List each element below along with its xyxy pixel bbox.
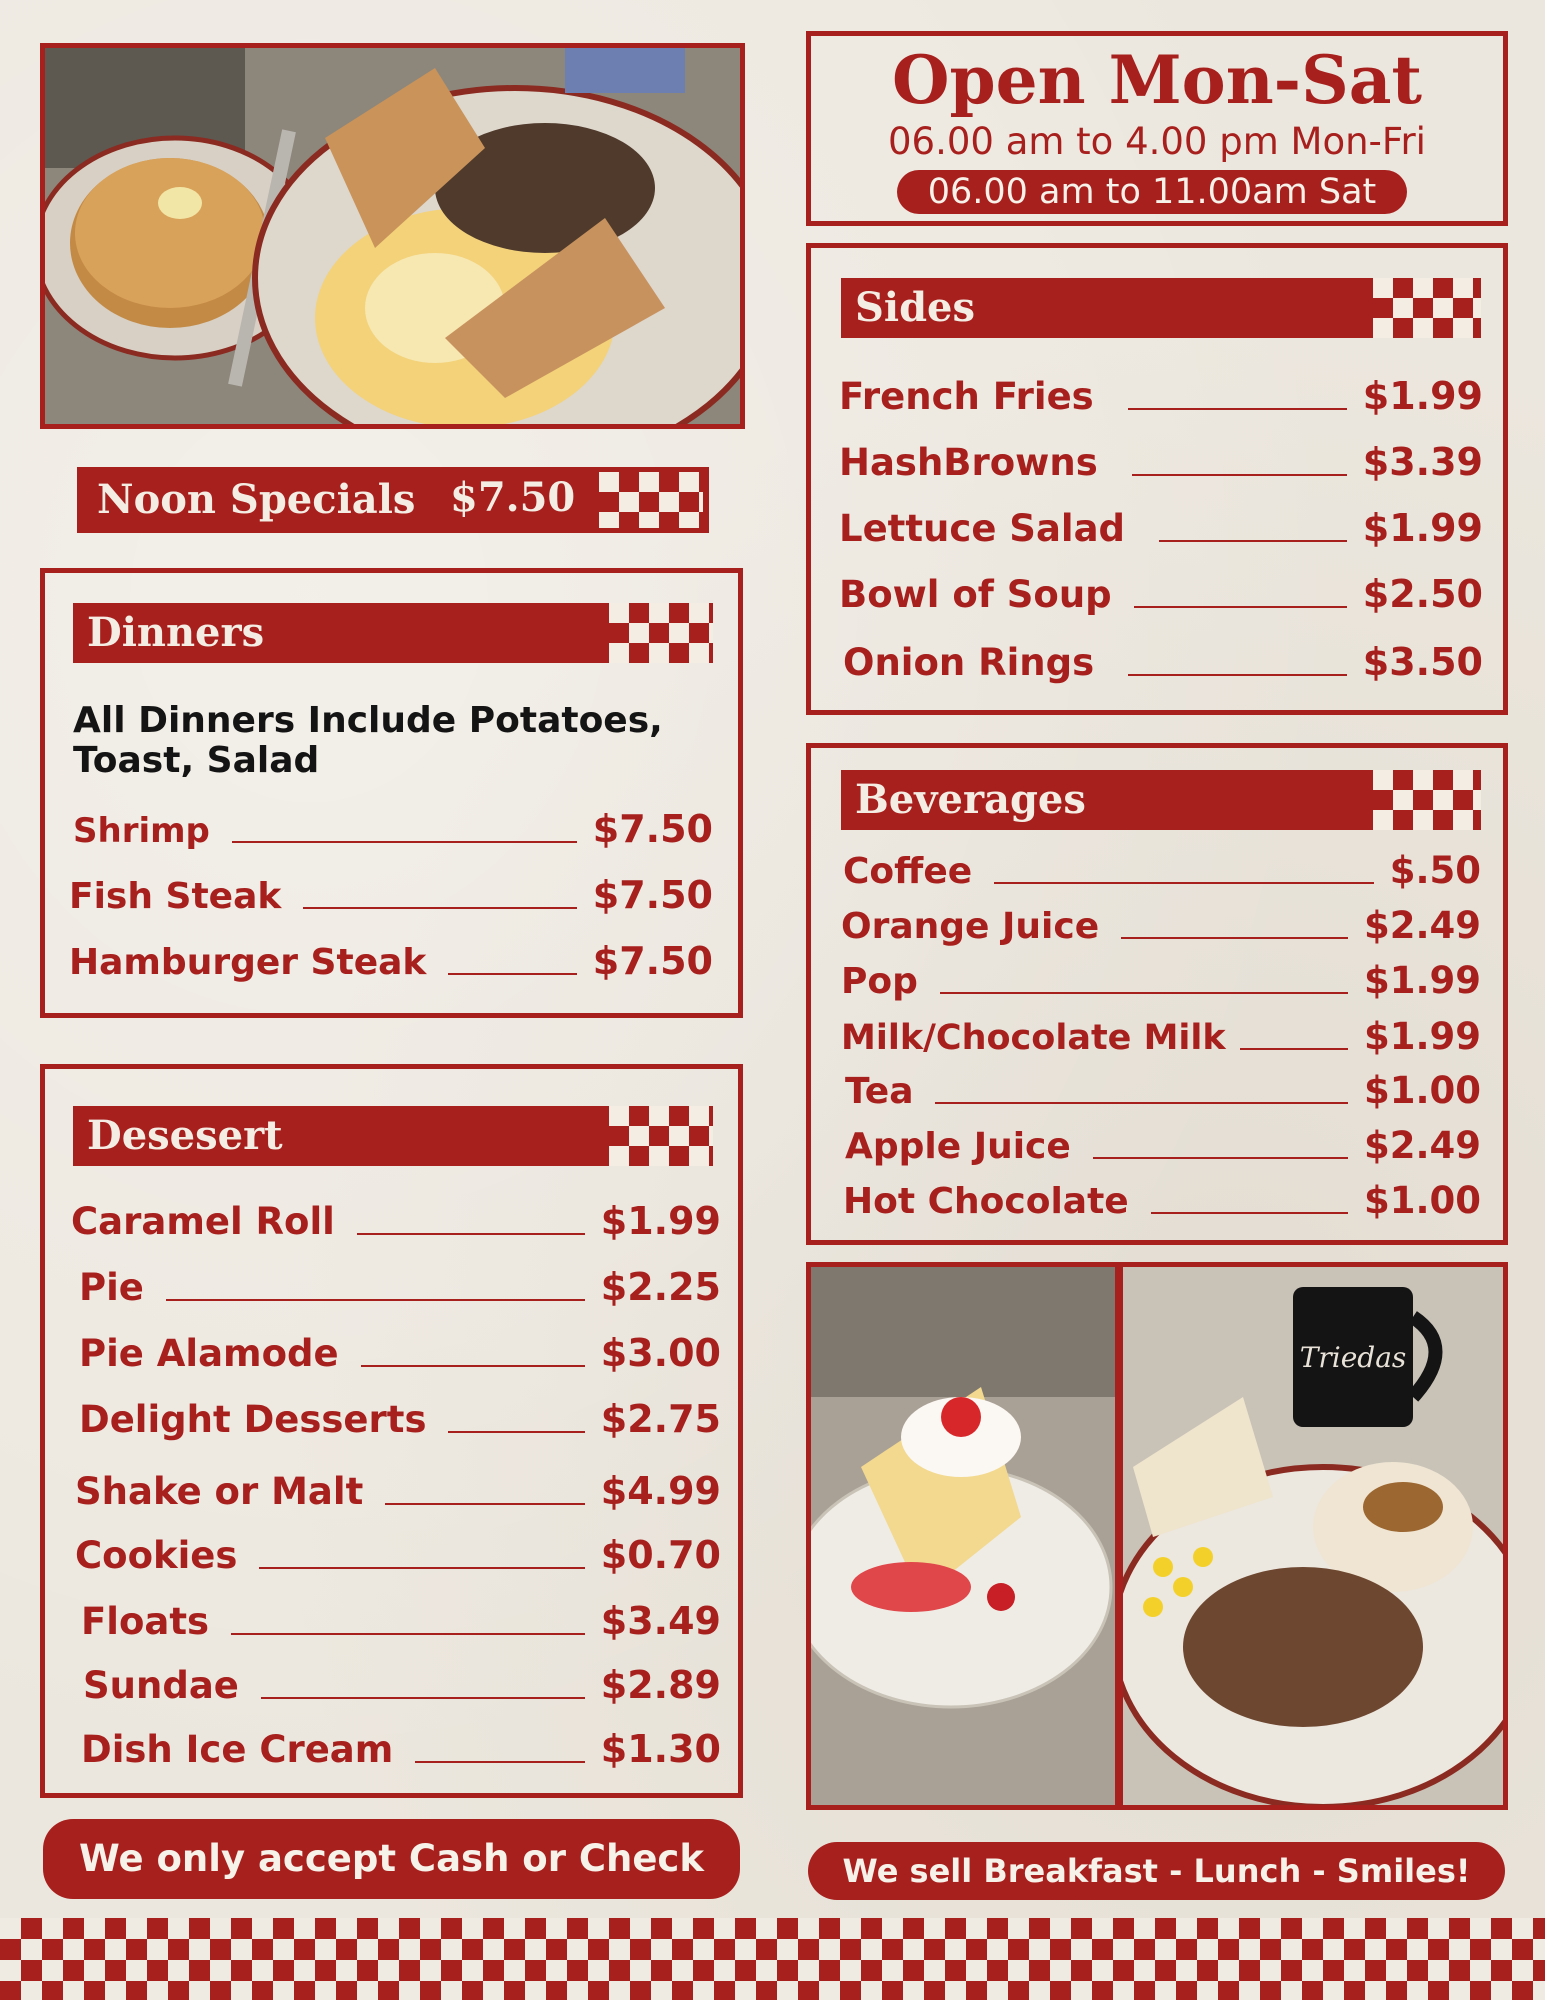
dessert-name: Floats — [81, 1600, 210, 1643]
side-name: Bowl of Soup — [839, 573, 1112, 616]
beverage-name: Orange Juice — [841, 906, 1100, 947]
dessert-price: $3.49 — [600, 1599, 721, 1643]
beverage-name: Tea — [845, 1071, 914, 1112]
dessert-price: $2.25 — [600, 1265, 721, 1309]
side-row — [843, 634, 1483, 684]
beverage-row — [843, 1174, 1481, 1222]
hours-saturday: 06.00 am to 11.00am Sat — [927, 172, 1377, 212]
breakfast-photo — [40, 43, 745, 429]
beverage-name: Coffee — [843, 851, 973, 892]
sides-header — [841, 278, 1481, 338]
noon-specials-label: Noon Specials — [97, 476, 416, 523]
dessert-name: Cookies — [75, 1534, 238, 1577]
side-row — [839, 368, 1483, 418]
dinner-row — [69, 937, 713, 983]
checkered-flag-icon — [1373, 278, 1481, 338]
dessert-row — [79, 1391, 721, 1441]
dessert-row — [79, 1259, 721, 1309]
dessert-row — [81, 1721, 721, 1771]
beverage-price: $2.49 — [1363, 1124, 1481, 1167]
slogan — [808, 1842, 1505, 1900]
side-name: HashBrowns — [839, 441, 1098, 484]
side-name: Onion Rings — [843, 641, 1095, 684]
payment-note — [43, 1819, 740, 1899]
dessert-name: Shake or Malt — [75, 1470, 364, 1513]
hours-title: Open Mon-Sat — [892, 41, 1422, 119]
beverage-name: Hot Chocolate — [843, 1181, 1129, 1222]
beverage-row — [845, 1119, 1481, 1167]
payment-note-text: We only accept Cash or Check — [79, 1837, 704, 1880]
dessert-price: $2.89 — [600, 1663, 721, 1707]
dinner-name: Shrimp — [73, 811, 210, 851]
dessert-name: Delight Desserts — [79, 1398, 427, 1441]
sides-section — [806, 243, 1508, 715]
beverage-price: $1.00 — [1363, 1179, 1481, 1222]
dessert-section — [40, 1064, 743, 1798]
checkered-flag-icon — [609, 603, 713, 663]
dessert-price: $3.00 — [600, 1331, 721, 1375]
dessert-row — [75, 1463, 721, 1513]
dinner-price: $7.50 — [592, 807, 713, 851]
dessert-row — [75, 1527, 721, 1577]
dessert-price: $1.99 — [600, 1199, 721, 1243]
beverage-name: Apple Juice — [845, 1126, 1071, 1167]
dinner-price: $7.50 — [592, 873, 713, 917]
side-price: $3.39 — [1362, 440, 1483, 484]
beverage-price: $.50 — [1389, 849, 1481, 892]
dessert-title: Desesert — [87, 1112, 283, 1159]
side-price: $2.50 — [1362, 572, 1483, 616]
dinners-title: Dinners — [87, 609, 265, 656]
beverages-title: Beverages — [855, 776, 1086, 823]
dessert-header — [73, 1106, 713, 1166]
hours-section — [806, 31, 1508, 226]
dessert-price: $4.99 — [600, 1469, 721, 1513]
hours-saturday-pill — [897, 170, 1407, 214]
side-price: $3.50 — [1362, 640, 1483, 684]
slogan-text: We sell Breakfast - Lunch - Smiles! — [842, 1852, 1471, 1890]
beverage-row — [845, 1064, 1481, 1112]
side-price: $1.99 — [1362, 506, 1483, 550]
dinner-name: Hamburger Steak — [69, 942, 427, 983]
side-row — [839, 566, 1483, 616]
sides-title: Sides — [855, 284, 976, 331]
checkered-flag-icon — [609, 1106, 713, 1166]
dessert-price: $2.75 — [600, 1397, 721, 1441]
dessert-name: Caramel Roll — [71, 1200, 335, 1243]
noon-specials-price: $7.50 — [450, 474, 576, 521]
checkered-flag-icon — [1373, 770, 1481, 830]
dessert-row — [79, 1325, 721, 1375]
dinners-note: All Dinners Include Potatoes, Toast, Salad — [73, 700, 663, 781]
dessert-name: Dish Ice Cream — [81, 1728, 394, 1771]
checkered-flag-icon — [599, 472, 703, 528]
beverage-row — [841, 1010, 1481, 1058]
side-price: $1.99 — [1362, 374, 1483, 418]
beverage-price: $1.99 — [1363, 959, 1481, 1002]
dinners-header — [73, 603, 713, 663]
beverage-name: Milk/Chocolate Milk — [841, 1018, 1226, 1058]
beverage-row — [843, 844, 1481, 892]
dinner-row — [73, 805, 713, 851]
dessert-photo — [806, 1262, 1120, 1810]
beverage-name: Pop — [841, 961, 918, 1002]
dessert-row — [81, 1593, 721, 1643]
dessert-row — [71, 1193, 721, 1243]
beverage-price: $1.00 — [1363, 1069, 1481, 1112]
side-name: Lettuce Salad — [839, 507, 1126, 550]
checkered-border — [0, 1918, 1545, 2000]
side-row — [839, 434, 1483, 484]
mug-logo: Triedas — [1299, 1341, 1407, 1374]
dessert-price: $1.30 — [600, 1727, 721, 1771]
dessert-price: $0.70 — [600, 1533, 721, 1577]
beverages-header — [841, 770, 1481, 830]
beverage-price: $1.99 — [1363, 1015, 1481, 1058]
side-row — [839, 500, 1483, 550]
beverage-row — [841, 954, 1481, 1002]
dessert-name: Pie Alamode — [79, 1332, 339, 1375]
beverage-price: $2.49 — [1363, 904, 1481, 947]
dessert-name: Sundae — [83, 1664, 239, 1707]
dinner-name: Fish Steak — [69, 876, 282, 917]
dessert-row — [83, 1657, 721, 1707]
dinners-section — [40, 568, 743, 1018]
noon-specials-banner — [77, 467, 709, 533]
dinner-row — [69, 871, 713, 917]
hours-weekday: 06.00 am to 4.00 pm Mon-Fri — [888, 120, 1426, 163]
beverage-row — [841, 899, 1481, 947]
side-name: French Fries — [839, 375, 1094, 418]
dessert-name: Pie — [79, 1266, 144, 1309]
dinner-price: $7.50 — [592, 939, 713, 983]
beverages-section — [806, 743, 1508, 1245]
dinner-photo — [1118, 1262, 1508, 1810]
